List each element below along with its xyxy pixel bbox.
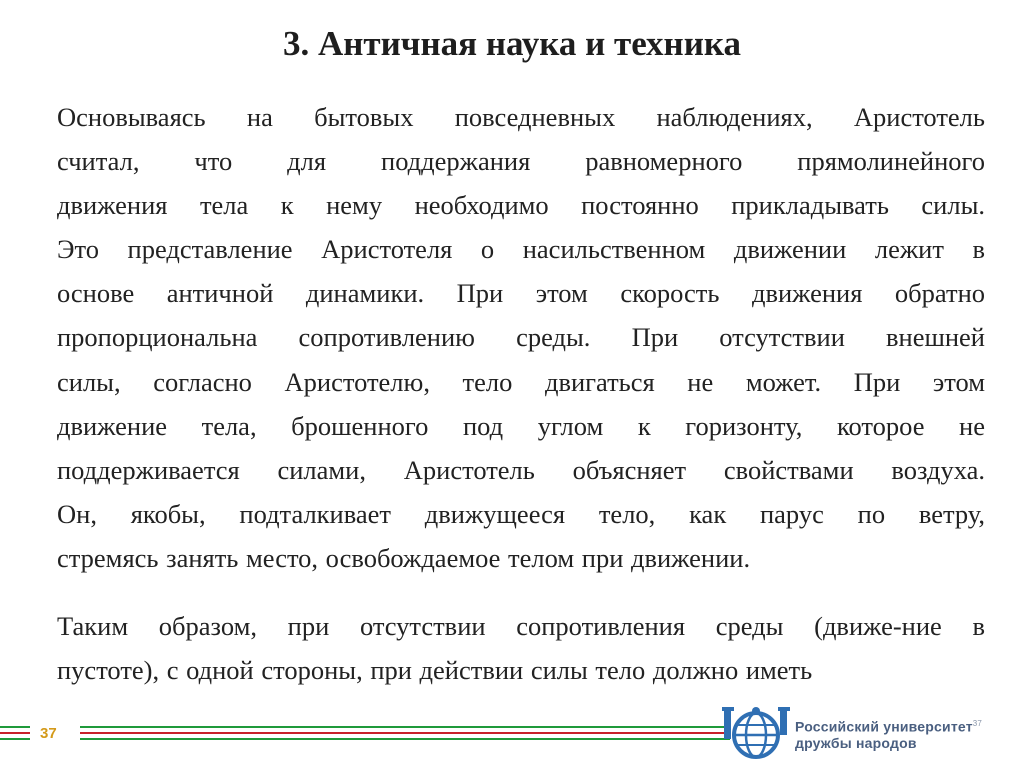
text-line: пропорциональна сопротивлению среды. При отсутствии внешней <box>57 322 985 353</box>
globe-logo-icon <box>722 703 792 761</box>
text-line: стремясь занять место, освобождаемое телом при движении. <box>57 542 751 573</box>
university-logo <box>722 703 792 761</box>
text-line: основе античной динамики. При этом скорость движения обратно <box>57 278 985 309</box>
text-line: пустоте), с одной стороны, при действии силы тело должно иметь <box>57 655 813 686</box>
text-line: силы, согласно Аристотелю, тело двигаться не может. При этом <box>57 366 985 397</box>
university-name-line2: дружбы народов <box>795 734 917 751</box>
text-line: Основываясь на бытовых повседневных наблюдениях, Аристотель <box>57 102 985 132</box>
slide-title: 3. Античная наука и техника <box>282 24 742 63</box>
text-line: движения тела к нему необходимо постоянно прикладывать силы. <box>57 190 985 221</box>
page-number: 37 <box>40 725 57 742</box>
body-paragraph-1 <box>57 95 985 580</box>
text-line: Он, якобы, подталкивает движущееся тело, как парус по ветру, <box>57 498 985 529</box>
footer-stripes <box>0 724 730 744</box>
university-name <box>795 716 982 751</box>
text-line: движение тела, брошенного под углом к горизонту, которое не <box>57 410 985 441</box>
text-line: считал, что для поддержания равномерного прямолинейного <box>57 146 985 177</box>
page-number-small: 37 <box>972 719 983 728</box>
university-name-line1: Российский университет <box>795 718 973 735</box>
body-paragraph-2 <box>57 604 985 692</box>
text-line: Таким образом, при отсутствии сопротивления среды (движе-ние в <box>57 611 985 641</box>
text-line: Это представление Аристотеля о насильственном движении лежит в <box>57 234 985 265</box>
text-line: поддерживается силами, Аристотель объясняет свойствами воздуха. <box>57 454 985 485</box>
